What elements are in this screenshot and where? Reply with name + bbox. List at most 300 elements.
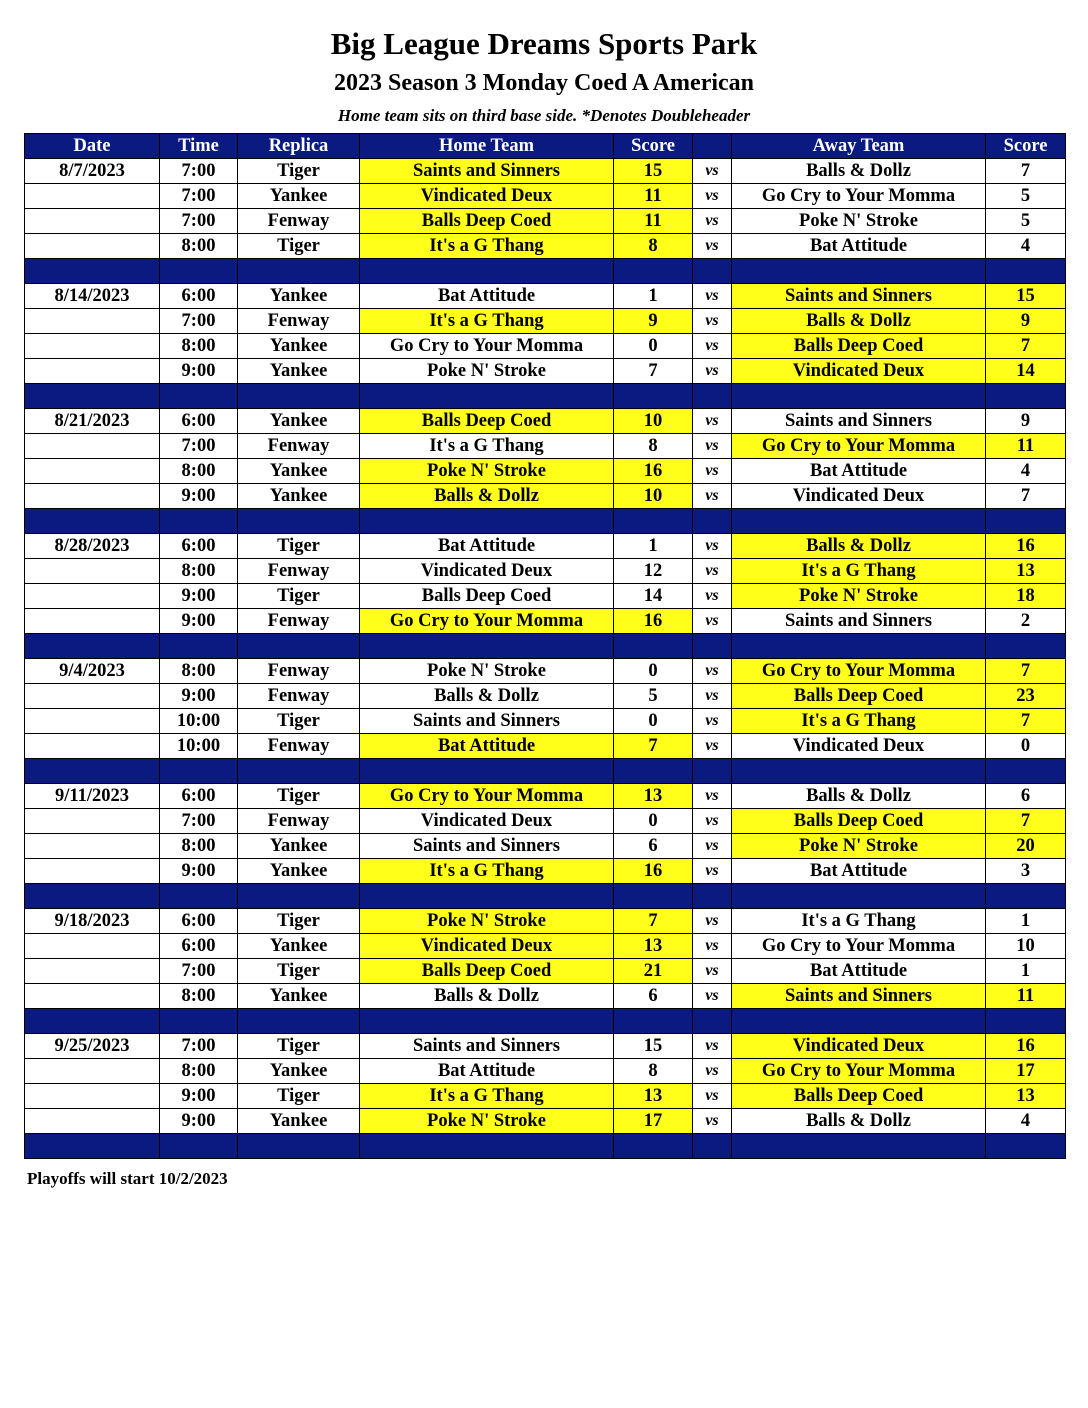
away-score-cell: 6: [986, 784, 1066, 809]
away-score-cell: 11: [986, 984, 1066, 1009]
separator-cell: [986, 1134, 1066, 1159]
table-row: [25, 234, 1066, 259]
away-score-cell: 7: [986, 484, 1066, 509]
home-score-cell: 0: [614, 659, 693, 684]
date-cell: [25, 484, 160, 509]
away-score-cell: 7: [986, 709, 1066, 734]
table-row: [25, 184, 1066, 209]
home-team-cell: Bat Attitude: [360, 284, 614, 309]
date-cell: [25, 684, 160, 709]
vs-cell: vs: [693, 159, 732, 184]
time-cell: 6:00: [160, 409, 238, 434]
away-team-cell: Vindicated Deux: [732, 734, 986, 759]
home-team-cell: Poke N' Stroke: [360, 1109, 614, 1134]
separator-cell: [693, 1134, 732, 1159]
home-team-cell: It's a G Thang: [360, 309, 614, 334]
separator-cell: [693, 509, 732, 534]
away-team-cell: Go Cry to Your Momma: [732, 1059, 986, 1084]
home-team-cell: Poke N' Stroke: [360, 909, 614, 934]
away-score-cell: 5: [986, 184, 1066, 209]
date-cell: [25, 359, 160, 384]
week-separator-row: [25, 1009, 1066, 1034]
separator-cell: [732, 1134, 986, 1159]
away-team-cell: Vindicated Deux: [732, 359, 986, 384]
week-separator-row: [25, 884, 1066, 909]
separator-cell: [160, 384, 238, 409]
date-cell: [25, 309, 160, 334]
separator-cell: [238, 884, 360, 909]
date-cell: [25, 459, 160, 484]
replica-cell: Yankee: [238, 334, 360, 359]
replica-cell: Yankee: [238, 859, 360, 884]
replica-cell: Fenway: [238, 659, 360, 684]
col-header-away-team: Away Team: [732, 134, 986, 159]
replica-cell: Tiger: [238, 909, 360, 934]
home-team-cell: Vindicated Deux: [360, 559, 614, 584]
home-score-cell: 6: [614, 984, 693, 1009]
table-row: [25, 359, 1066, 384]
date-cell: [25, 934, 160, 959]
table-row: [25, 1084, 1066, 1109]
home-team-cell: Balls Deep Coed: [360, 959, 614, 984]
separator-cell: [160, 634, 238, 659]
time-cell: 9:00: [160, 859, 238, 884]
home-team-cell: Vindicated Deux: [360, 934, 614, 959]
separator-cell: [160, 759, 238, 784]
table-row: [25, 709, 1066, 734]
home-team-cell: Vindicated Deux: [360, 184, 614, 209]
away-team-cell: Vindicated Deux: [732, 484, 986, 509]
date-cell: 9/4/2023: [25, 659, 160, 684]
time-cell: 7:00: [160, 309, 238, 334]
separator-cell: [614, 384, 693, 409]
time-cell: 8:00: [160, 234, 238, 259]
separator-cell: [25, 759, 160, 784]
away-team-cell: Go Cry to Your Momma: [732, 659, 986, 684]
separator-cell: [238, 259, 360, 284]
table-row: [25, 1059, 1066, 1084]
table-row: [25, 409, 1066, 434]
away-score-cell: 7: [986, 334, 1066, 359]
home-team-cell: Poke N' Stroke: [360, 659, 614, 684]
home-score-cell: 12: [614, 559, 693, 584]
separator-cell: [732, 1009, 986, 1034]
home-score-cell: 1: [614, 284, 693, 309]
away-score-cell: 2: [986, 609, 1066, 634]
away-team-cell: Saints and Sinners: [732, 284, 986, 309]
separator-cell: [160, 1009, 238, 1034]
table-row: [25, 859, 1066, 884]
separator-cell: [693, 1009, 732, 1034]
col-header-home-score: Score: [614, 134, 693, 159]
date-cell: 9/18/2023: [25, 909, 160, 934]
vs-cell: vs: [693, 609, 732, 634]
separator-cell: [986, 634, 1066, 659]
separator-cell: [614, 509, 693, 534]
page-title: Big League Dreams Sports Park: [330, 26, 758, 61]
time-cell: 9:00: [160, 584, 238, 609]
away-team-cell: Bat Attitude: [732, 959, 986, 984]
replica-cell: Tiger: [238, 584, 360, 609]
home-team-cell: It's a G Thang: [360, 859, 614, 884]
home-score-cell: 8: [614, 234, 693, 259]
separator-cell: [693, 759, 732, 784]
home-team-cell: Balls & Dollz: [360, 684, 614, 709]
separator-cell: [732, 759, 986, 784]
time-cell: 8:00: [160, 834, 238, 859]
away-team-cell: Balls & Dollz: [732, 309, 986, 334]
separator-cell: [25, 884, 160, 909]
home-team-cell: Bat Attitude: [360, 1059, 614, 1084]
separator-cell: [732, 884, 986, 909]
vs-cell: vs: [693, 1034, 732, 1059]
separator-cell: [693, 884, 732, 909]
home-score-cell: 7: [614, 734, 693, 759]
away-team-cell: Poke N' Stroke: [732, 584, 986, 609]
separator-cell: [238, 759, 360, 784]
vs-cell: vs: [693, 434, 732, 459]
vs-cell: vs: [693, 809, 732, 834]
time-cell: 10:00: [160, 709, 238, 734]
home-team-cell: Poke N' Stroke: [360, 359, 614, 384]
home-score-cell: 8: [614, 1059, 693, 1084]
away-team-cell: Balls & Dollz: [732, 159, 986, 184]
separator-cell: [986, 759, 1066, 784]
date-cell: [25, 834, 160, 859]
home-team-cell: Balls Deep Coed: [360, 584, 614, 609]
vs-cell: vs: [693, 459, 732, 484]
replica-cell: Fenway: [238, 609, 360, 634]
vs-cell: vs: [693, 734, 732, 759]
away-score-cell: 17: [986, 1059, 1066, 1084]
away-team-cell: It's a G Thang: [732, 709, 986, 734]
away-team-cell: Go Cry to Your Momma: [732, 184, 986, 209]
table-row: [25, 909, 1066, 934]
time-cell: 9:00: [160, 609, 238, 634]
separator-cell: [160, 259, 238, 284]
replica-cell: Yankee: [238, 1059, 360, 1084]
away-score-cell: 15: [986, 284, 1066, 309]
date-cell: [25, 734, 160, 759]
date-cell: 9/25/2023: [25, 1034, 160, 1059]
replica-cell: Yankee: [238, 359, 360, 384]
separator-cell: [693, 384, 732, 409]
table-row: [25, 959, 1066, 984]
col-header-vs: [693, 134, 732, 159]
time-cell: 7:00: [160, 209, 238, 234]
date-cell: [25, 959, 160, 984]
vs-cell: vs: [693, 409, 732, 434]
table-row: [25, 784, 1066, 809]
col-header-replica: Replica: [238, 134, 360, 159]
away-score-cell: 9: [986, 409, 1066, 434]
away-team-cell: It's a G Thang: [732, 559, 986, 584]
replica-cell: Tiger: [238, 709, 360, 734]
separator-cell: [693, 259, 732, 284]
page-subtitle: 2023 Season 3 Monday Coed A American: [333, 70, 755, 96]
time-cell: 6:00: [160, 534, 238, 559]
separator-cell: [986, 884, 1066, 909]
date-cell: 9/11/2023: [25, 784, 160, 809]
away-score-cell: 14: [986, 359, 1066, 384]
separator-cell: [732, 384, 986, 409]
away-score-cell: 4: [986, 234, 1066, 259]
away-score-cell: 7: [986, 809, 1066, 834]
schedule-table: [24, 133, 1066, 1159]
separator-cell: [238, 1009, 360, 1034]
table-row: [25, 1034, 1066, 1059]
vs-cell: vs: [693, 184, 732, 209]
vs-cell: vs: [693, 659, 732, 684]
away-score-cell: 13: [986, 559, 1066, 584]
time-cell: 8:00: [160, 459, 238, 484]
home-team-cell: Go Cry to Your Momma: [360, 609, 614, 634]
home-team-cell: Poke N' Stroke: [360, 459, 614, 484]
replica-cell: Yankee: [238, 1109, 360, 1134]
table-row: [25, 309, 1066, 334]
separator-cell: [160, 509, 238, 534]
separator-cell: [986, 1009, 1066, 1034]
away-score-cell: 20: [986, 834, 1066, 859]
separator-cell: [25, 384, 160, 409]
away-team-cell: Saints and Sinners: [732, 984, 986, 1009]
home-team-cell: Go Cry to Your Momma: [360, 334, 614, 359]
date-cell: [25, 1059, 160, 1084]
home-team-cell: Vindicated Deux: [360, 809, 614, 834]
time-cell: 7:00: [160, 434, 238, 459]
away-team-cell: Saints and Sinners: [732, 609, 986, 634]
table-row: [25, 934, 1066, 959]
separator-cell: [986, 384, 1066, 409]
away-team-cell: Poke N' Stroke: [732, 209, 986, 234]
home-score-cell: 17: [614, 1109, 693, 1134]
away-team-cell: Balls Deep Coed: [732, 334, 986, 359]
replica-cell: Tiger: [238, 784, 360, 809]
date-cell: [25, 709, 160, 734]
away-team-cell: Balls Deep Coed: [732, 684, 986, 709]
home-score-cell: 6: [614, 834, 693, 859]
separator-cell: [614, 1009, 693, 1034]
home-score-cell: 21: [614, 959, 693, 984]
vs-cell: vs: [693, 934, 732, 959]
home-team-cell: Balls & Dollz: [360, 984, 614, 1009]
home-team-cell: Balls & Dollz: [360, 484, 614, 509]
home-team-cell: Bat Attitude: [360, 734, 614, 759]
date-cell: [25, 434, 160, 459]
away-team-cell: Bat Attitude: [732, 459, 986, 484]
away-team-cell: Balls & Dollz: [732, 1109, 986, 1134]
vs-cell: vs: [693, 1109, 732, 1134]
separator-cell: [986, 509, 1066, 534]
away-team-cell: Bat Attitude: [732, 234, 986, 259]
separator-cell: [25, 1134, 160, 1159]
week-separator-row: [25, 759, 1066, 784]
col-header-date: Date: [25, 134, 160, 159]
table-row: [25, 209, 1066, 234]
home-score-cell: 11: [614, 209, 693, 234]
away-team-cell: Poke N' Stroke: [732, 834, 986, 859]
home-score-cell: 15: [614, 159, 693, 184]
time-cell: 7:00: [160, 959, 238, 984]
table-row: [25, 1109, 1066, 1134]
schedule-note: Home team sits on third base side. *Denotes Doubleheader: [337, 106, 751, 125]
table-row: [25, 659, 1066, 684]
replica-cell: Fenway: [238, 434, 360, 459]
vs-cell: vs: [693, 834, 732, 859]
separator-cell: [614, 1134, 693, 1159]
date-cell: [25, 809, 160, 834]
time-cell: 8:00: [160, 334, 238, 359]
vs-cell: vs: [693, 684, 732, 709]
table-row: [25, 584, 1066, 609]
date-cell: 8/7/2023: [25, 159, 160, 184]
separator-cell: [360, 1134, 614, 1159]
table-row: [25, 159, 1066, 184]
separator-cell: [614, 884, 693, 909]
home-score-cell: 0: [614, 334, 693, 359]
away-score-cell: 7: [986, 159, 1066, 184]
week-separator-row: [25, 634, 1066, 659]
separator-cell: [693, 634, 732, 659]
replica-cell: Tiger: [238, 959, 360, 984]
home-score-cell: 9: [614, 309, 693, 334]
table-row: [25, 559, 1066, 584]
separator-cell: [360, 384, 614, 409]
away-score-cell: 3: [986, 859, 1066, 884]
home-score-cell: 15: [614, 1034, 693, 1059]
time-cell: 7:00: [160, 1034, 238, 1059]
table-row: [25, 734, 1066, 759]
home-score-cell: 13: [614, 934, 693, 959]
vs-cell: vs: [693, 209, 732, 234]
date-cell: [25, 609, 160, 634]
separator-cell: [25, 1009, 160, 1034]
home-score-cell: 7: [614, 909, 693, 934]
vs-cell: vs: [693, 559, 732, 584]
table-row: [25, 684, 1066, 709]
separator-cell: [238, 384, 360, 409]
replica-cell: Fenway: [238, 809, 360, 834]
date-cell: [25, 859, 160, 884]
date-cell: [25, 584, 160, 609]
replica-cell: Fenway: [238, 559, 360, 584]
home-team-cell: Saints and Sinners: [360, 159, 614, 184]
home-score-cell: 16: [614, 609, 693, 634]
date-cell: [25, 984, 160, 1009]
replica-cell: Fenway: [238, 734, 360, 759]
home-team-cell: Saints and Sinners: [360, 709, 614, 734]
time-cell: 7:00: [160, 809, 238, 834]
col-header-home-team: Home Team: [360, 134, 614, 159]
table-row: [25, 334, 1066, 359]
home-score-cell: 16: [614, 859, 693, 884]
home-score-cell: 10: [614, 484, 693, 509]
away-score-cell: 9: [986, 309, 1066, 334]
home-team-cell: Bat Attitude: [360, 534, 614, 559]
replica-cell: Tiger: [238, 534, 360, 559]
time-cell: 9:00: [160, 359, 238, 384]
time-cell: 8:00: [160, 559, 238, 584]
home-score-cell: 10: [614, 409, 693, 434]
vs-cell: vs: [693, 784, 732, 809]
replica-cell: Yankee: [238, 984, 360, 1009]
separator-cell: [25, 259, 160, 284]
week-separator-row: [25, 384, 1066, 409]
table-row: [25, 534, 1066, 559]
col-header-time: Time: [160, 134, 238, 159]
away-score-cell: 23: [986, 684, 1066, 709]
separator-cell: [25, 509, 160, 534]
time-cell: 10:00: [160, 734, 238, 759]
week-separator-row: [25, 259, 1066, 284]
separator-cell: [360, 1009, 614, 1034]
time-cell: 6:00: [160, 909, 238, 934]
date-cell: [25, 334, 160, 359]
separator-cell: [360, 509, 614, 534]
away-score-cell: 10: [986, 934, 1066, 959]
home-score-cell: 5: [614, 684, 693, 709]
away-team-cell: Saints and Sinners: [732, 409, 986, 434]
away-score-cell: 13: [986, 1084, 1066, 1109]
away-score-cell: 0: [986, 734, 1066, 759]
replica-cell: Yankee: [238, 484, 360, 509]
vs-cell: vs: [693, 1059, 732, 1084]
vs-cell: vs: [693, 234, 732, 259]
date-cell: [25, 1109, 160, 1134]
time-cell: 9:00: [160, 484, 238, 509]
replica-cell: Yankee: [238, 834, 360, 859]
replica-cell: Fenway: [238, 209, 360, 234]
vs-cell: vs: [693, 984, 732, 1009]
time-cell: 7:00: [160, 184, 238, 209]
date-cell: [25, 1084, 160, 1109]
vs-cell: vs: [693, 859, 732, 884]
home-score-cell: 8: [614, 434, 693, 459]
separator-cell: [732, 259, 986, 284]
vs-cell: vs: [693, 709, 732, 734]
col-header-away-score: Score: [986, 134, 1066, 159]
away-team-cell: Balls Deep Coed: [732, 809, 986, 834]
separator-cell: [614, 259, 693, 284]
away-score-cell: 16: [986, 534, 1066, 559]
home-score-cell: 1: [614, 534, 693, 559]
home-team-cell: Balls Deep Coed: [360, 409, 614, 434]
header-row: [25, 134, 1066, 159]
vs-cell: vs: [693, 309, 732, 334]
time-cell: 8:00: [160, 659, 238, 684]
away-team-cell: It's a G Thang: [732, 909, 986, 934]
time-cell: 6:00: [160, 784, 238, 809]
time-cell: 9:00: [160, 1109, 238, 1134]
separator-cell: [360, 259, 614, 284]
away-score-cell: 1: [986, 959, 1066, 984]
table-row: [25, 434, 1066, 459]
home-score-cell: 7: [614, 359, 693, 384]
date-cell: [25, 559, 160, 584]
away-score-cell: 1: [986, 909, 1066, 934]
away-team-cell: Go Cry to Your Momma: [732, 934, 986, 959]
separator-cell: [25, 634, 160, 659]
separator-cell: [986, 259, 1066, 284]
date-cell: 8/21/2023: [25, 409, 160, 434]
away-score-cell: 18: [986, 584, 1066, 609]
home-score-cell: 16: [614, 459, 693, 484]
home-team-cell: It's a G Thang: [360, 234, 614, 259]
week-separator-row: [25, 509, 1066, 534]
home-score-cell: 13: [614, 784, 693, 809]
vs-cell: vs: [693, 334, 732, 359]
replica-cell: Yankee: [238, 409, 360, 434]
